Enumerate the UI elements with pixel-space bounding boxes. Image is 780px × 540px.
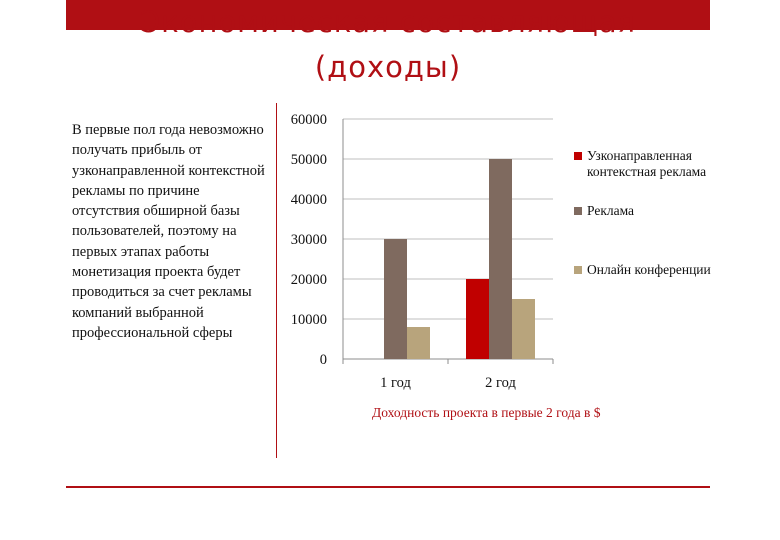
bar-2-1 xyxy=(466,279,489,359)
y-tick-label: 10000 xyxy=(290,312,327,328)
legend-swatch-2 xyxy=(574,207,582,215)
bottom-divider xyxy=(66,486,710,488)
legend-label-3: Онлайн конференции xyxy=(587,262,711,277)
chart-legend xyxy=(574,152,582,274)
slide-title-line1: Экономическая составляющая xyxy=(139,5,637,39)
bar-2-2 xyxy=(489,159,512,359)
legend-label-2: Реклама xyxy=(587,203,635,218)
y-tick-label: 20000 xyxy=(290,272,327,288)
body-paragraph: В первые пол года невозможно получать прибыль от узконаправленной контекстной рекламы по причине отсутствия обширной базы пользователей, поэтому на первых этапах работы монетизация проекта будет проводиться за счет рекламы компаний выбранной профессиональной сферы xyxy=(72,122,265,341)
chart-bars xyxy=(384,159,535,359)
y-tick-label: 50000 xyxy=(290,152,327,168)
y-tick-label: 60000 xyxy=(290,112,327,128)
x-tick-label: 1 год xyxy=(380,375,411,391)
chart-gridlines xyxy=(343,119,553,319)
bar-2-3 xyxy=(512,299,535,359)
chart-caption: Доходность проекта в первые 2 года в $ xyxy=(372,405,601,420)
bar-1-2 xyxy=(384,239,407,359)
legend-label-1: Узконаправленная контекстная реклама xyxy=(587,148,707,179)
slide-title-line2: (доходы) xyxy=(314,50,462,84)
legend-swatch-3 xyxy=(574,266,582,274)
y-tick-label: 30000 xyxy=(290,232,327,248)
x-tick-label: 2 год xyxy=(485,375,516,391)
y-tick-label: 0 xyxy=(319,352,327,368)
y-tick-label: 40000 xyxy=(290,192,327,208)
legend-swatch-1 xyxy=(574,152,582,160)
bar-1-3 xyxy=(407,327,430,359)
